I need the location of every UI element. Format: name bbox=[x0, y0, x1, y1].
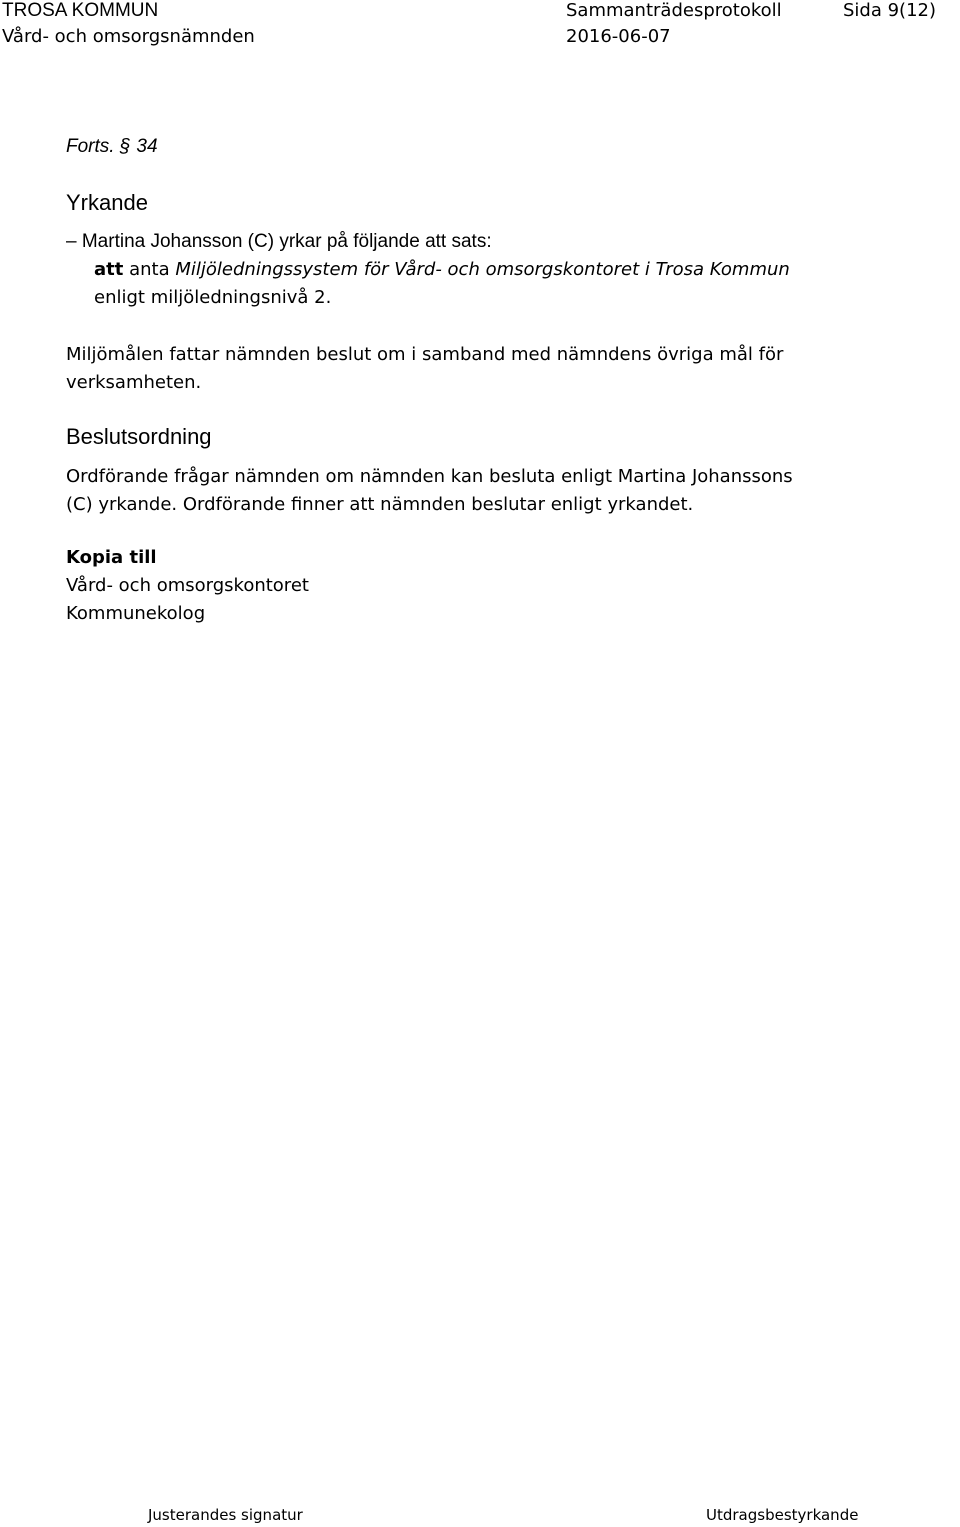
organization-name: TROSA KOMMUN bbox=[2, 0, 159, 21]
copy-to-heading: Kopia till bbox=[66, 547, 157, 568]
section-number: 34 bbox=[136, 136, 158, 157]
section-continuation bbox=[66, 135, 158, 159]
forts-label: Forts. bbox=[66, 136, 115, 157]
att-verb: anta bbox=[129, 259, 170, 280]
copy-recipient: Kommunekolog bbox=[66, 603, 206, 624]
att-continuation: enligt miljöledningsnivå 2. bbox=[94, 287, 332, 308]
att-word: att bbox=[94, 259, 124, 280]
paragraph-line: (C) yrkande. Ordförande finner att nämnden beslutar enligt yrkandet. bbox=[66, 494, 694, 515]
document-type: Sammanträdesprotokoll bbox=[566, 0, 782, 21]
proposal-dash: – bbox=[66, 231, 77, 252]
paragraph-line: Ordförande frågar nämnden om nämnden kan besluta enligt Martina Johanssons bbox=[66, 466, 793, 487]
environment-goals-paragraph bbox=[66, 341, 783, 397]
paragraph-sign: § bbox=[119, 136, 131, 157]
proposal-intro: Martina Johansson (C) yrkar på följande att sats: bbox=[81, 231, 492, 252]
yrkande-heading: Yrkande bbox=[66, 190, 148, 215]
copy-recipient: Vård- och omsorgskontoret bbox=[66, 575, 309, 596]
board-name: Vård- och omsorgsnämnden bbox=[2, 26, 255, 47]
signature-label: Justerandes signatur bbox=[148, 1506, 303, 1524]
paragraph-line: Miljömålen fattar nämnden beslut om i samband med nämndens övriga mål för bbox=[66, 344, 784, 365]
att-object: Miljöledningssystem för Vård- och omsorgskontoret i Trosa Kommun bbox=[175, 259, 790, 280]
beslutsordning-heading: Beslutsordning bbox=[66, 424, 212, 449]
page-number: Sida 9(12) bbox=[843, 0, 937, 21]
proposal-line bbox=[66, 230, 492, 254]
att-clause bbox=[94, 258, 790, 282]
extract-certification-label: Utdragsbestyrkande bbox=[706, 1506, 859, 1524]
meeting-date: 2016-06-07 bbox=[566, 26, 671, 47]
paragraph-line: verksamheten. bbox=[66, 372, 202, 393]
beslutsordning-paragraph bbox=[66, 463, 793, 519]
